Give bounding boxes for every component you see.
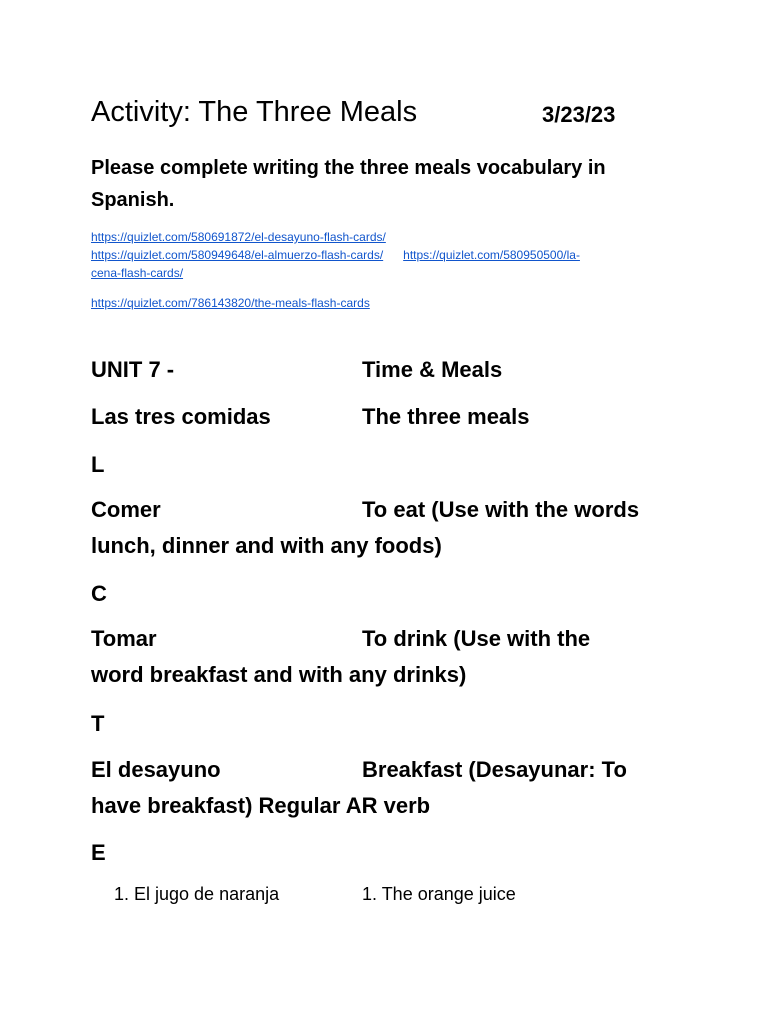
- vocab-meaning-continued: lunch, dinner and with any foods): [91, 533, 442, 558]
- section-letter-c: C: [91, 581, 107, 606]
- list-item-term: 1. El jugo de naranja: [114, 884, 280, 904]
- list-item: [114, 884, 714, 905]
- vocab-row-unit: [91, 352, 701, 388]
- vocab-meaning: To eat (Use with the words: [362, 497, 640, 522]
- links-block: [91, 228, 691, 282]
- link-meals[interactable]: https://quizlet.com/786143820/the-meals-flash-cards: [91, 296, 370, 310]
- vocab-meaning-continued: word breakfast and with any drinks): [91, 662, 467, 687]
- title-row: [91, 96, 691, 140]
- link-line-2: [91, 246, 691, 264]
- list-item-meaning: 1. The orange juice: [362, 884, 516, 904]
- link-line-1: [91, 228, 691, 246]
- vocab-meaning: Breakfast (Desayunar: To: [362, 757, 627, 782]
- vocab-meaning: The three meals: [362, 404, 530, 429]
- link-cena[interactable]: https://quizlet.com/580950500/la-: [403, 248, 580, 262]
- section-letter-l: L: [91, 452, 105, 477]
- link-cena-continued[interactable]: cena-flash-cards/: [91, 266, 184, 280]
- vocab-term: UNIT 7 -: [91, 357, 175, 382]
- vocab-row-desayuno: [91, 752, 701, 824]
- vocab-term: Comer: [91, 497, 161, 522]
- link-desayuno[interactable]: https://quizlet.com/580691872/el-desayuno-flash-cards/: [91, 230, 386, 244]
- link-almuerzo[interactable]: https://quizlet.com/580949648/el-almuerzo-flash-cards/: [91, 248, 384, 262]
- page-date: 3/23/23: [542, 102, 616, 127]
- vocab-term: El desayuno: [91, 757, 221, 782]
- link-line-4: [91, 296, 370, 310]
- vocab-meaning: Time & Meals: [362, 357, 503, 382]
- section-letter-e: E: [91, 840, 106, 865]
- link-line-3: [91, 264, 691, 282]
- vocab-meaning: To drink (Use with the: [362, 626, 591, 651]
- vocab-row-comer: [91, 492, 701, 564]
- vocab-row-comidas: [91, 399, 701, 435]
- vocab-meaning-continued: have breakfast) Regular AR verb: [91, 793, 431, 818]
- section-letter-t: T: [91, 711, 105, 736]
- vocab-term: Tomar: [91, 626, 157, 651]
- page-title: Activity: The Three Meals: [91, 96, 418, 128]
- instructions-text: Please complete writing the three meals vocabulary in Spanish.: [91, 157, 606, 211]
- vocab-term: Las tres comidas: [91, 404, 271, 429]
- vocab-row-tomar: [91, 621, 701, 693]
